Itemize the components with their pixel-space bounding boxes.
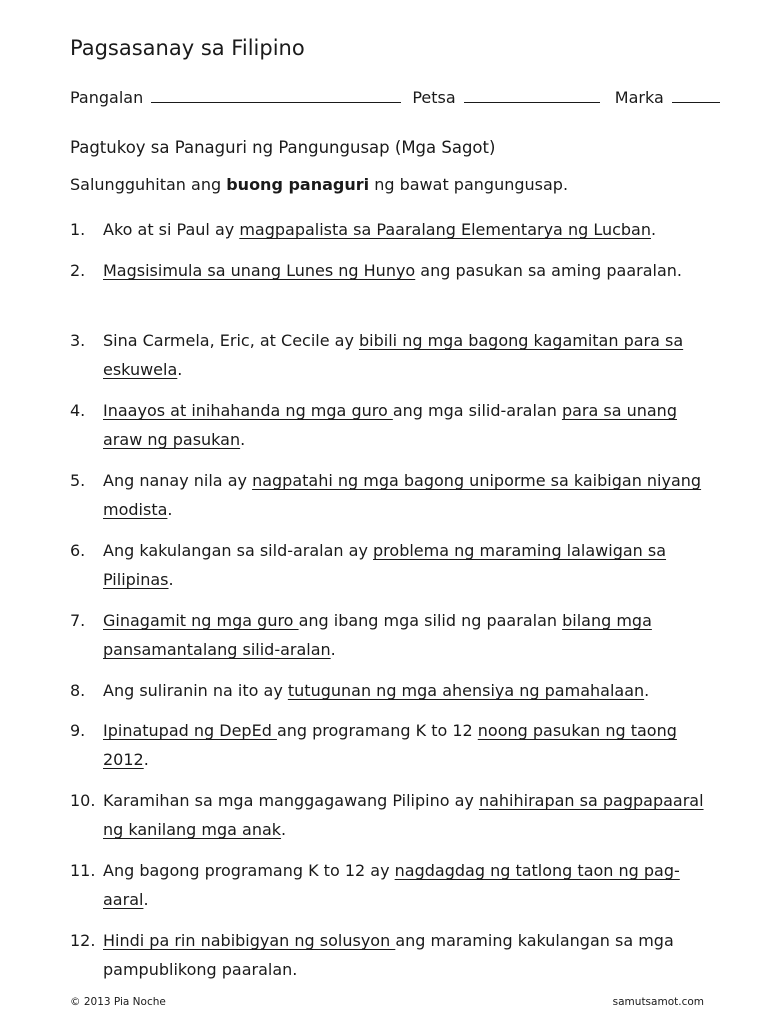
sentence-part: Ang bagong programang K to 12 ay bbox=[103, 861, 395, 880]
sentence-part: . bbox=[143, 750, 149, 769]
sentence-part: ang pasukan sa aming paaralan. bbox=[415, 261, 683, 280]
list-item bbox=[70, 606, 720, 664]
list-item bbox=[70, 326, 720, 384]
list-item bbox=[70, 396, 720, 454]
underlined-predicate: nagdagdag ng tatlong taon ng pag-aaral bbox=[103, 861, 680, 909]
item-number: 1. bbox=[70, 220, 86, 239]
item-sentence bbox=[103, 786, 720, 844]
sentence-part: ang programang K to 12 bbox=[276, 721, 478, 740]
item-sentence bbox=[103, 326, 720, 384]
item-sentence bbox=[103, 676, 720, 705]
sentence-part: . bbox=[177, 360, 183, 379]
sentence-part: . bbox=[281, 820, 287, 839]
sentence-part: Ako at si Paul ay bbox=[103, 220, 240, 239]
item-number: 10. bbox=[70, 791, 96, 810]
sentence-part: ang maraming kakulangan sa mga pampublikong paaralan. bbox=[103, 931, 674, 979]
item-number: 4. bbox=[70, 401, 86, 420]
copyright: © 2013 Pia Noche bbox=[70, 996, 166, 1008]
underlined-predicate: Ipinatupad ng DepEd bbox=[103, 721, 277, 740]
site-url: samutsamot.com bbox=[612, 996, 704, 1008]
sentence-part: ang ibang mga silid ng paaralan bbox=[298, 611, 563, 630]
underlined-predicate: para sa unang araw ng pasukan bbox=[103, 401, 677, 449]
score-label: Marka bbox=[614, 88, 664, 107]
list-item bbox=[70, 786, 720, 844]
instruction-before: Salungguhitan ang bbox=[70, 175, 227, 194]
score-blank bbox=[672, 88, 720, 103]
underlined-predicate: noong pasukan ng taong 2012 bbox=[103, 721, 677, 769]
item-sentence bbox=[103, 215, 720, 244]
list-item bbox=[70, 215, 720, 244]
underlined-predicate: problema ng maraming lalawigan sa Pilipinas bbox=[103, 541, 667, 589]
student-info-line bbox=[70, 88, 730, 107]
sentence-part: . bbox=[168, 570, 174, 589]
date-label: Petsa bbox=[412, 88, 456, 107]
underlined-predicate: Magsisimula sa unang Lunes ng Hunyo bbox=[103, 261, 416, 280]
sentence-part: Ang nanay nila ay bbox=[103, 471, 253, 490]
list-item bbox=[70, 466, 720, 524]
item-number: 12. bbox=[70, 931, 96, 950]
list-item bbox=[70, 256, 720, 285]
sentence-part: . bbox=[167, 500, 173, 519]
underlined-predicate: Inaayos at inihahanda ng mga guro bbox=[103, 401, 393, 420]
sentence-part: . bbox=[143, 890, 149, 909]
sentence-part: . bbox=[240, 430, 246, 449]
sentence-part: Ang suliranin na ito ay bbox=[103, 681, 288, 700]
item-number: 2. bbox=[70, 261, 86, 280]
item-number: 11. bbox=[70, 861, 96, 880]
list-item bbox=[70, 716, 720, 774]
sentence-part: Karamihan sa mga manggagawang Pilipino ay bbox=[103, 791, 479, 810]
sentence-part: Sina Carmela, Eric, at Cecile ay bbox=[103, 331, 360, 350]
list-item bbox=[70, 676, 720, 705]
item-sentence bbox=[103, 716, 720, 774]
sentence-part: . bbox=[651, 220, 657, 239]
list-item bbox=[70, 536, 720, 594]
item-sentence bbox=[103, 466, 720, 524]
underlined-predicate: nahihirapan sa pagpapaaral ng kanilang mga anak bbox=[103, 791, 704, 839]
item-number: 5. bbox=[70, 471, 86, 490]
sentence-part: . bbox=[330, 640, 336, 659]
section-title: Pagtukoy sa Panaguri ng Pangungusap (Mga Sagot) bbox=[70, 138, 496, 157]
underlined-predicate: tutugunan ng mga ahensiya ng pamahalaan bbox=[287, 681, 645, 700]
name-blank bbox=[151, 88, 401, 103]
sentence-part: ang mga silid-aralan bbox=[392, 401, 562, 420]
underlined-predicate: magpapalista sa Paaralang Elementarya ng Lucban bbox=[239, 220, 651, 239]
sentence-part: . bbox=[644, 681, 650, 700]
item-sentence bbox=[103, 396, 720, 454]
underlined-predicate: bilang mga pansamantalang silid-aralan bbox=[103, 611, 652, 659]
item-number: 3. bbox=[70, 331, 86, 350]
name-label: Pangalan bbox=[70, 88, 144, 107]
instruction bbox=[70, 175, 568, 194]
underlined-predicate: Ginagamit ng mga guro bbox=[103, 611, 299, 630]
item-number: 7. bbox=[70, 611, 86, 630]
underlined-predicate: bibili ng mga bagong kagamitan para sa eskuwela bbox=[103, 331, 684, 379]
page-title: Pagsasanay sa Filipino bbox=[70, 36, 305, 60]
item-sentence bbox=[103, 536, 720, 594]
item-number: 9. bbox=[70, 721, 86, 740]
item-number: 8. bbox=[70, 681, 86, 700]
item-number: 6. bbox=[70, 541, 86, 560]
list-item bbox=[70, 926, 720, 984]
date-blank bbox=[464, 88, 600, 103]
item-sentence bbox=[103, 606, 720, 664]
list-item bbox=[70, 856, 720, 914]
item-sentence bbox=[103, 856, 720, 914]
instruction-bold: buong panaguri bbox=[226, 175, 370, 194]
item-sentence bbox=[103, 926, 720, 984]
item-sentence bbox=[103, 256, 720, 285]
sentence-part: Ang kakulangan sa sild-aralan ay bbox=[103, 541, 374, 560]
underlined-predicate: Hindi pa rin nabibigyan ng solusyon bbox=[103, 931, 396, 950]
underlined-predicate: nagpatahi ng mga bagong uniporme sa kaibigan niyang modista bbox=[103, 471, 702, 519]
instruction-after: ng bawat pangungusap. bbox=[369, 175, 569, 194]
